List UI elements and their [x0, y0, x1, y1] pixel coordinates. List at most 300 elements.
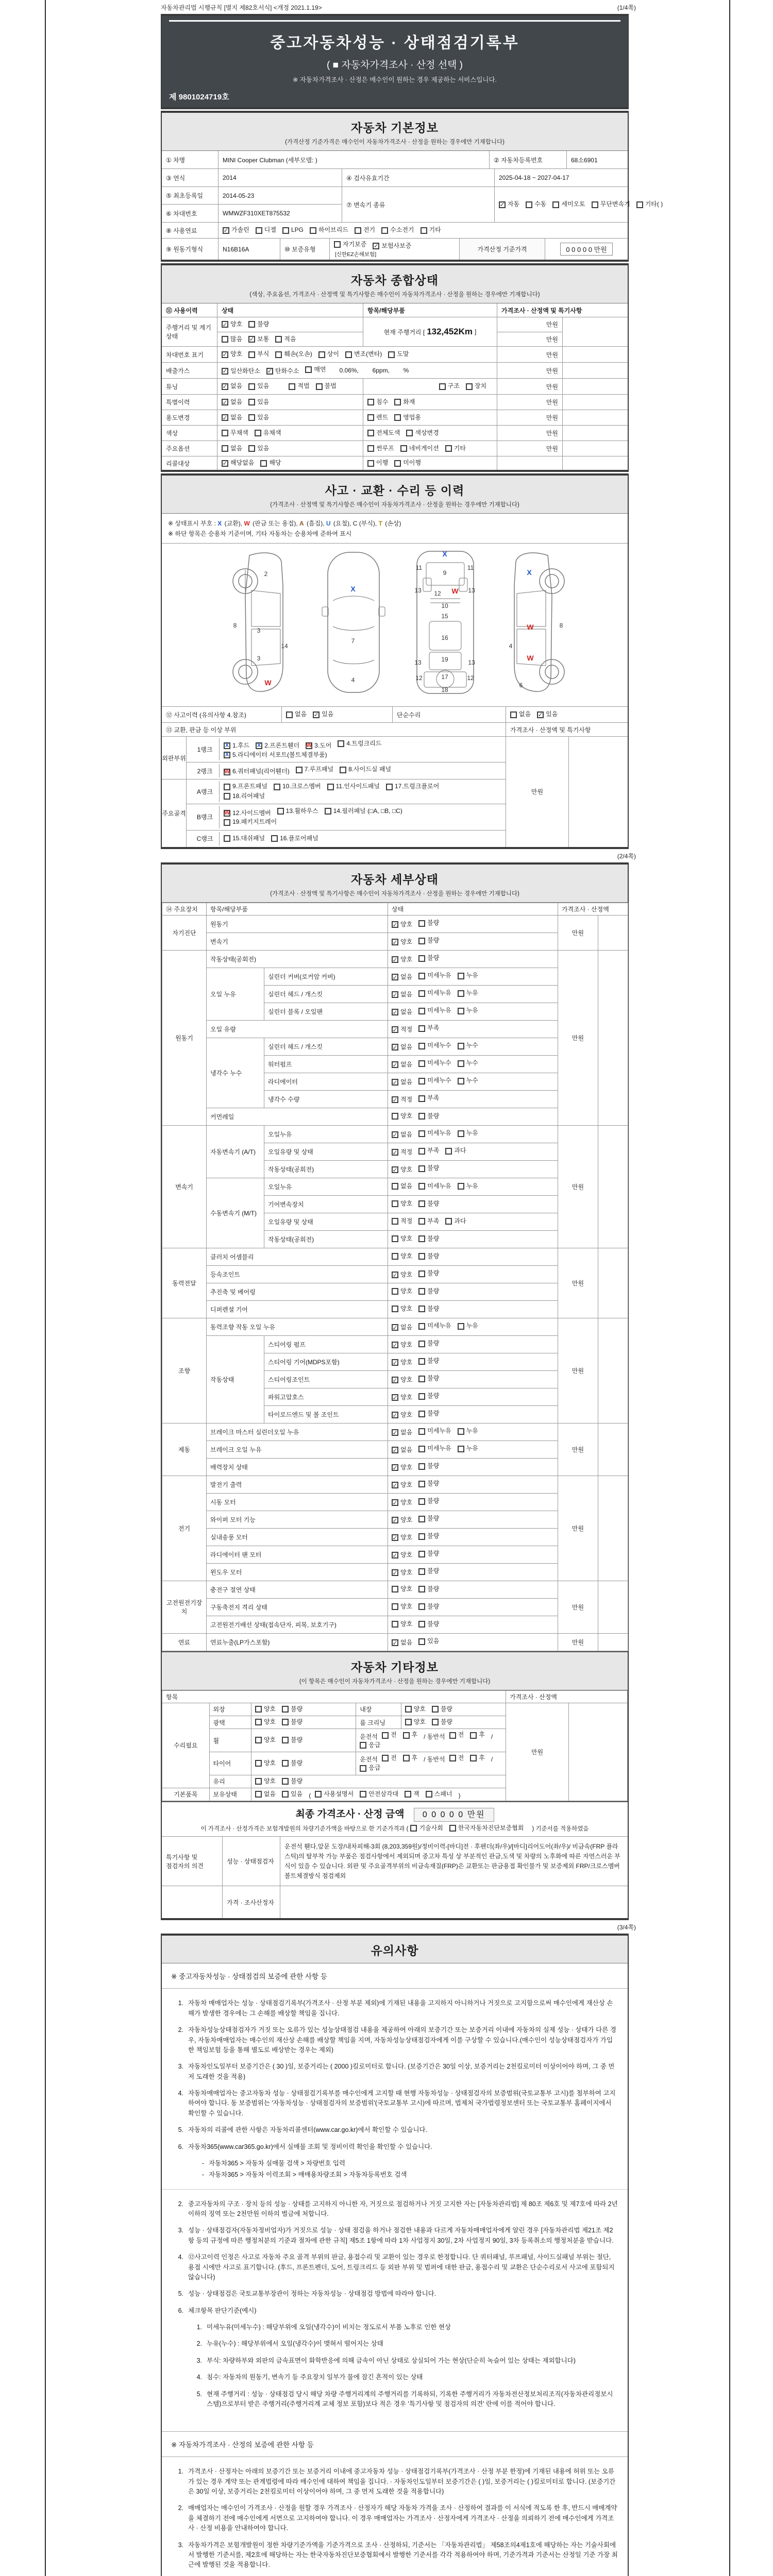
damage-mark: 15: [441, 613, 448, 620]
legend-token: C: [352, 520, 358, 528]
checkbox-label: 없음: [295, 710, 307, 718]
checkbox: [394, 460, 401, 467]
checkbox-label: 4.트렁크리드: [346, 740, 382, 748]
checkbox-item: [458, 1077, 478, 1085]
note-number: 2.: [178, 2504, 183, 2512]
overall-col3: 항목/해당부품: [363, 303, 497, 317]
field-first-reg-label: ⑤ 최초등록일: [162, 187, 219, 205]
usage-change-checks: [217, 410, 363, 425]
checkbox-item: [592, 200, 630, 209]
checkbox-label: 18.리어패널: [232, 792, 265, 800]
checkbox-label: 불량: [427, 1585, 440, 1593]
checkbox: [386, 784, 393, 790]
checkbox: [224, 742, 230, 749]
note-number: 2.: [178, 2026, 183, 2034]
checkbox-item: [392, 1235, 412, 1243]
checkbox: [392, 1603, 398, 1610]
checkbox-item: [418, 1480, 439, 1488]
checkbox-item: [222, 320, 242, 329]
checkbox: [255, 1737, 262, 1743]
checkbox: [406, 430, 413, 436]
detail-item-label: 실린더 블록 / 오일팬: [264, 1003, 388, 1020]
detail-note: [598, 950, 628, 1125]
tuning-label: 튜닝: [162, 379, 217, 394]
checkbox-item: [418, 1007, 451, 1015]
field-reg-no-value: 68소6901: [571, 156, 598, 164]
checkbox: [418, 1218, 425, 1225]
check-text: /: [491, 1756, 493, 1764]
detail-state-checks: [388, 1230, 558, 1248]
accident-title: 사고 · 교환 · 수리 등 이력: [325, 484, 465, 498]
checkbox-item: [392, 1639, 412, 1647]
checkbox: [392, 1621, 398, 1628]
checkbox-label: 불량: [427, 1392, 440, 1400]
checkbox: [418, 1551, 425, 1557]
etc-glass-label: 유리: [209, 1775, 251, 1788]
checkbox-label: 16.플로어패널: [280, 834, 318, 842]
checkbox-item: [360, 1764, 380, 1772]
checkbox-item: [274, 783, 321, 791]
checkbox-item: [271, 835, 318, 843]
checkbox: [222, 460, 228, 467]
checkbox-item: [418, 1427, 451, 1435]
legend-token: (흠집),: [305, 520, 326, 528]
detail-item-label: 클러치 어셈블리: [207, 1248, 388, 1265]
outer-panel-group: 외판부위: [162, 737, 187, 779]
checkbox-label: 양호: [413, 1705, 426, 1713]
checkbox: [418, 1183, 425, 1190]
usage-change-label: 용도변경: [162, 410, 217, 425]
checkbox-label: 미세누유: [427, 1182, 451, 1190]
damage-mark: 7: [351, 637, 355, 645]
note-number: 5.: [178, 2290, 183, 2298]
form-meta-row: [161, 0, 636, 14]
checkbox: [248, 445, 255, 452]
checkbox-label: 전: [390, 1731, 397, 1739]
note-item: [171, 2226, 618, 2246]
checkbox-label: 양호: [263, 1777, 276, 1785]
checkbox-item: [392, 1305, 412, 1313]
checkbox-item: [255, 1718, 276, 1726]
checkbox-label: 있음: [322, 710, 334, 718]
detail-note: [598, 1125, 628, 1248]
color-label: 색상: [162, 426, 217, 440]
checkbox-label: 전: [390, 1754, 397, 1761]
checkbox-item: [418, 1182, 451, 1191]
car-diagram-svg: [214, 547, 575, 701]
basic-items-checks: [251, 1788, 506, 1801]
checkbox-item: [360, 1790, 398, 1799]
checkbox-label: 3.도어: [314, 742, 332, 750]
detail-item-label: 고전원전기배선 상태(접속단자, 피복, 보호기구): [207, 1616, 388, 1633]
checkbox-label: 미세누수: [427, 1059, 451, 1067]
checkbox: [418, 1463, 425, 1470]
checkbox: [537, 711, 544, 718]
checkbox: [418, 1235, 425, 1242]
checkbox-item: [248, 350, 269, 359]
checkbox-label: 부족: [427, 1024, 440, 1032]
checkbox: [418, 1270, 425, 1277]
checkbox: [334, 241, 341, 248]
checkbox-item: [222, 398, 242, 406]
checkbox-label: 양호: [400, 1481, 413, 1488]
checkbox: [271, 835, 278, 842]
checkbox-label: 누유: [466, 1427, 478, 1435]
checkbox-item: [373, 242, 411, 250]
detail-item-label: 워터펌프: [264, 1055, 388, 1073]
base-price-value: [545, 239, 628, 260]
checkbox: [289, 383, 295, 390]
checkbox-label: 보통: [257, 335, 270, 343]
checkbox-item: [275, 350, 312, 359]
checkbox-item: [405, 1718, 426, 1726]
checkbox: [392, 1183, 398, 1190]
document-number: 제 9801024719호: [169, 93, 229, 101]
detail-price: 만원: [558, 1423, 598, 1476]
checkbox: [248, 383, 255, 390]
checkbox-label: 양호: [230, 320, 243, 328]
checkbox-label: 1.후드: [232, 742, 250, 750]
checkbox-item: [439, 382, 460, 391]
checkbox: [282, 1760, 289, 1767]
checkbox: [313, 711, 320, 718]
checkbox-item: [392, 1026, 412, 1034]
warranty-insurer: [신한EZ손해보험]: [335, 251, 377, 258]
checkbox-label: 부족: [427, 1094, 440, 1102]
panel-price-header: 가격조사 · 산정액 및 특기사항: [510, 726, 591, 734]
mileage-checks-1: [217, 317, 363, 332]
note-text: 중고자동차의 구조 · 장치 등의 성능 · 상태를 고지하지 아니한 자, 거짓으로 점검하거나 거짓 고지한 자는 [자동차관리법] 제 80조 제6호 및 제7호에 따라 2년 이하의 징역 또는 2천만원 이하의 벌금에 처합니다.: [188, 2200, 618, 2218]
checkbox: [458, 973, 464, 979]
checkbox-item: [418, 937, 439, 945]
checkbox-item: [313, 710, 333, 719]
mark-legend: [168, 519, 621, 528]
checkbox: [282, 1706, 289, 1713]
checkbox: [445, 1148, 452, 1155]
checkbox-label: 불량: [257, 320, 270, 328]
checkbox-label: 후: [411, 1754, 418, 1761]
checkbox-item: [466, 382, 486, 391]
checkbox-item: [255, 429, 281, 437]
checkbox-label: 불량: [427, 1252, 440, 1260]
checkbox-label: 세미오토: [561, 200, 585, 208]
checkbox: [282, 1791, 289, 1798]
checkbox-label: 14.필러패널 (□A, □B, □C): [333, 807, 402, 815]
note-text: 자동차365 > 자동차 이력조회 > 매매용차량조회 > 자동차등록번호 검색: [209, 2171, 407, 2179]
checkbox: [458, 1446, 464, 1452]
checkbox: [367, 430, 374, 436]
caution-list-2: [162, 2189, 628, 2424]
checkbox-item: [418, 1637, 439, 1646]
note-item: [190, 2372, 618, 2382]
checkbox: [392, 1499, 398, 1506]
checkbox: [256, 742, 262, 749]
checkbox-label: 불량: [291, 1705, 303, 1713]
checkbox-item: [316, 382, 337, 391]
checkbox-item: [392, 1166, 412, 1174]
section-accident-history: [161, 473, 629, 849]
checkbox-label: 잭: [413, 1790, 419, 1798]
note-text: 자동차365 > 자동차 실매물 검색 > 차량번호 입력: [209, 2159, 346, 2167]
checkbox-item: [418, 1392, 439, 1400]
options-note: [563, 441, 628, 456]
detail-subtitle: (가격조사 · 산정액 및 특기사항은 매수인이 자동차가격조사 · 산정을 원하는 경우에만 기재합니다): [270, 890, 519, 897]
appraiser-comment: [280, 1886, 628, 1918]
note-number: 4.: [196, 2374, 202, 2381]
damage-mark: 9: [443, 569, 447, 577]
checkbox-label: 불법: [324, 382, 337, 390]
detail-state-checks: [388, 1318, 558, 1335]
checkbox-label: 유채색: [263, 429, 281, 436]
checkbox: [224, 810, 230, 817]
etc-table: [162, 1690, 628, 1801]
detail-state-checks: [388, 1300, 558, 1318]
checkbox-item: [432, 1718, 452, 1726]
checkbox: [392, 1429, 398, 1436]
caution-list-1: [162, 1989, 628, 2189]
detail-state-checks: [388, 1195, 558, 1213]
etc-glass-checks: [251, 1775, 506, 1788]
checkbox-item: [426, 1790, 452, 1799]
overall-col2: 상태: [217, 303, 363, 317]
checkbox-label: 적정: [400, 1148, 413, 1156]
etc-exterior-label: 외장: [209, 1703, 251, 1716]
damage-mark: 18: [441, 686, 448, 694]
overall-title: 자동차 종합상태: [351, 274, 439, 287]
note-number: 3.: [178, 2541, 183, 2549]
checkbox-item: [222, 350, 242, 359]
checkbox-label: 부식: [257, 350, 270, 358]
checkbox-item: [286, 710, 307, 719]
checkbox-label: 일산화탄소: [230, 367, 260, 375]
note-text: 가격조사 · 산정자는 아래의 보증기간 또는 보증거리 이내에 중고자동차 성능 · 상태점검기록부(가격조사 · 산정 부분 한정)에 기재된 내용에 허위 또는 오류가 있는 경우 계약 또는 관계법령에 따라 매수인에 대하여 책임을 집니다. · 자동차인도일부터 보증기간은 ( )일, 보증거리는 ( )킬로미터로 합니다. (보증기간은 30일 이상, 보증거리는 2천킬로미터 이상이어야 하며, 그 중 먼저 도래한 것을 적용합니다): [188, 2468, 616, 2496]
special-history-item: [363, 395, 497, 410]
checkbox: [403, 1755, 410, 1761]
checkbox-label: 적정: [400, 1217, 413, 1225]
checkbox-item: [406, 429, 439, 437]
odometer-prefix: 현재 주행거리 [: [383, 328, 425, 336]
checkbox-item: [392, 1551, 412, 1560]
checkbox: [392, 1166, 398, 1173]
checkbox-item: [392, 1620, 412, 1629]
check-text: / 동반석: [424, 1733, 445, 1740]
checkbox-item: [418, 1550, 439, 1558]
checkbox-label: 매연: [314, 366, 326, 374]
checkbox: [392, 1569, 398, 1576]
checkbox: [449, 1732, 456, 1739]
detail-item-label: 파워고압호스: [264, 1388, 388, 1405]
checkbox-label: 양호: [400, 1393, 413, 1401]
panel-note: [569, 737, 628, 847]
checkbox: [275, 336, 282, 343]
checkbox-label: 무채색: [230, 429, 248, 436]
checkbox: [405, 1791, 411, 1798]
checkbox-item: [418, 1200, 439, 1208]
note-text: 성능 · 상태점검은 국토교통부장관이 정하는 자동차성능 · 상태점검 방법에 따라야 합니다.: [188, 2290, 436, 2298]
detail-item-label: 기어변속장치: [264, 1195, 388, 1213]
checkbox: [277, 808, 284, 815]
mileage-label: 주행거리 및 계기상태: [162, 317, 217, 346]
checkbox-label: 양호: [400, 1270, 413, 1278]
checkbox-label: 누유: [466, 1007, 478, 1014]
checkbox-label: 양호: [400, 1463, 413, 1471]
note-text: 현재 주행거리 : 성능 · 상태점검 당시 해당 차량 주행거리계의 주행거리를 기록하되, 기록한 주행거리가 자동차전산정보처리조직(자동차관리정보시스템)으로부터 받은 주행거리(주행거리계 교체 정보 포함)보다 적은 경우 '특기사항 및 점검자의 의견' 란에 이를 적어야 합니다.: [207, 2390, 613, 2408]
inspector-label: 성능 · 상태점검자: [223, 1837, 280, 1886]
accident-history-label: ⑫ 사고이력 (유의사항 4.참조): [162, 707, 282, 722]
checkbox-item: [355, 226, 375, 234]
etc-tire-checks: [251, 1752, 356, 1775]
checkbox-item: [260, 459, 281, 467]
checkbox: [636, 201, 643, 208]
etc-title: 자동차 기타정보: [351, 1660, 439, 1674]
note-item: [192, 2170, 618, 2180]
checkbox-label: 기술사회: [419, 1824, 443, 1832]
checkbox-label: 보험사보증: [381, 242, 412, 249]
checkbox: [327, 784, 334, 790]
checkbox-item: [248, 414, 269, 422]
detail-state-checks: [388, 950, 558, 968]
checkbox-label: 불량: [427, 1567, 440, 1575]
checkbox: [418, 1481, 425, 1487]
checkbox-label: 양호: [400, 1287, 413, 1295]
checkbox: [382, 1755, 389, 1761]
checkbox: [392, 956, 398, 963]
checkbox-item: [392, 1429, 412, 1437]
checkbox-item: [445, 1217, 466, 1226]
checkbox-label: 불량: [440, 1718, 453, 1726]
checkbox: [432, 1706, 439, 1713]
note-number: 5.: [196, 2390, 202, 2398]
checkbox-item: [392, 1481, 412, 1489]
checkbox-item: [445, 1147, 466, 1155]
checkbox-label: 네비게이션: [409, 444, 439, 452]
detail-state-checks: [388, 1493, 558, 1511]
checkbox: [256, 227, 262, 234]
checkbox-label: 기타: [429, 226, 441, 234]
checkbox-item: [392, 1516, 412, 1524]
checkbox: [421, 227, 427, 234]
form-meta: 자동차관리법 시행규칙 [별지 제82호서식] <개정 2021.1.19>: [161, 4, 322, 11]
checkbox-item: [458, 989, 478, 997]
legend-token: (손상): [383, 520, 401, 528]
checkbox-item: [418, 1515, 439, 1523]
checkbox-item: [418, 1077, 451, 1085]
checkbox: [392, 991, 398, 998]
field-transmission-checks: [495, 187, 673, 222]
note-item: [190, 2339, 618, 2349]
checkbox: [392, 1200, 398, 1207]
checkbox-item: [418, 1357, 439, 1365]
detail-item-label: 실린더 헤드 / 개스킷: [264, 1038, 388, 1055]
overall-header: [162, 265, 628, 303]
note-item: [171, 1998, 618, 2019]
checkbox: [418, 1130, 425, 1137]
report-sheet: [161, 0, 663, 2576]
checkbox-item: [310, 226, 348, 234]
checkbox: [458, 1078, 464, 1084]
detail-state-checks: [388, 1213, 558, 1230]
detail-price: 만원: [558, 1248, 598, 1318]
detail-item-label: 라디에이터 팬 모터: [207, 1546, 388, 1563]
emission-price: 만원: [497, 363, 563, 378]
detail-state-checks: [388, 1633, 558, 1651]
checkbox: [418, 1358, 425, 1365]
checkbox-item: [315, 1790, 354, 1799]
detail-item-label: 스티어링 기어(MDPS포함): [264, 1353, 388, 1370]
checkbox-label: 없음: [400, 973, 413, 980]
checkbox-item: [449, 1824, 524, 1833]
damage-mark: 13: [414, 659, 422, 667]
checkbox-label: 양호: [400, 938, 413, 945]
checkbox: [418, 1568, 425, 1575]
detail-item-label: 커먼레일: [207, 1108, 388, 1125]
checkbox-label: 없음: [400, 1043, 413, 1050]
appraiser-label: 가격 · 조사산정자: [223, 1886, 280, 1918]
checkbox: [418, 1411, 425, 1417]
checkbox-item: [392, 973, 412, 981]
checkbox-item: [418, 1094, 439, 1103]
detail-item-label: 실린더 헤드 / 개스킷: [264, 985, 388, 1003]
note-number: -: [201, 2159, 204, 2167]
legend-token: A: [299, 520, 304, 528]
checkbox: [392, 1552, 398, 1558]
checkbox-label: 전: [458, 1754, 464, 1761]
recall-label: 리콜대상: [162, 456, 217, 470]
checkbox-label: 양호: [400, 1516, 413, 1523]
note-number: 4.: [178, 2253, 183, 2261]
checkbox-label: 있음: [257, 413, 270, 421]
checkbox-label: 불량: [291, 1718, 303, 1726]
checkbox-item: [222, 382, 242, 391]
checkbox-item: [458, 1059, 478, 1067]
checkbox: [418, 1148, 425, 1155]
field-vin-label: ⑥ 차대번호: [162, 205, 219, 222]
checkbox-item: [306, 742, 331, 750]
checkbox: [418, 1095, 425, 1102]
checkbox-label: 없음: [400, 990, 413, 998]
checkbox-item: [282, 1777, 303, 1786]
etc-polish-label: 광택: [209, 1716, 251, 1729]
note-item: [171, 2062, 618, 2082]
checkbox-item: [392, 1252, 412, 1261]
checkbox-label: 양호: [400, 1568, 413, 1576]
checkbox-item: [360, 1741, 380, 1750]
checkbox-item: [418, 1042, 451, 1050]
checkbox-item: [392, 1271, 412, 1279]
checkbox-item: [418, 1305, 439, 1313]
damage-mark: 4: [351, 676, 355, 684]
checkbox-label: 양호: [400, 1585, 413, 1593]
damage-mark: 4: [509, 642, 513, 650]
field-first-reg-value: 2014-05-23: [219, 187, 342, 205]
checkbox: [418, 1008, 425, 1014]
checkbox-label: 양호: [400, 955, 413, 963]
rank1-checks: [220, 738, 501, 760]
final-note-checks: [410, 1824, 530, 1833]
checkbox-label: 양호: [400, 1498, 413, 1506]
checkbox-label: 없음: [263, 1790, 276, 1798]
checkbox: [392, 1253, 398, 1260]
checkbox-item: [418, 1462, 439, 1470]
checkbox-label: 불량: [427, 1112, 440, 1120]
checkbox-item: [449, 1754, 464, 1762]
damage-mark: W: [451, 587, 459, 596]
detail-row: [162, 1476, 628, 1493]
detail-price: 만원: [558, 1633, 598, 1651]
note-text: 자동차 매매업자는 성능 · 상태점검기록부(가격조사 · 산정 부분 제외)에 기재된 내용을 고지하지 아니하거나 거짓으로 고지함으로써 매수인에게 재산상 손해가 발생한 경우에는 그 손해를 배상할 책임을 집니다.: [188, 1999, 613, 2017]
checkbox: [418, 1603, 425, 1610]
checkbox: [222, 399, 228, 405]
